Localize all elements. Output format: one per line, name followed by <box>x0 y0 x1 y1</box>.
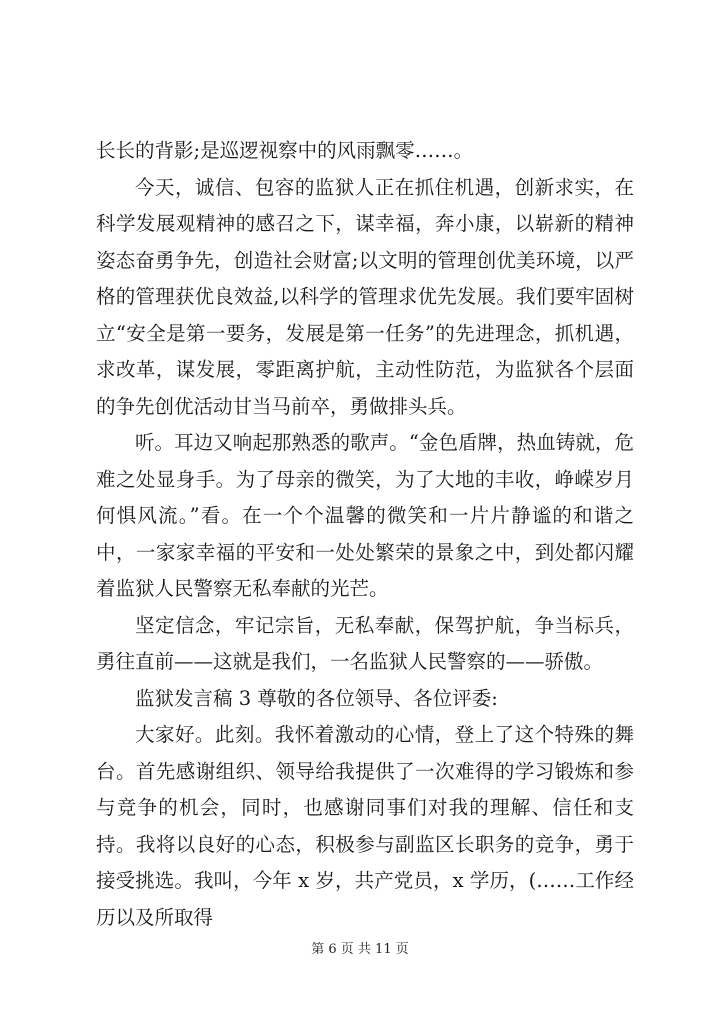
paragraph-5-heading: 监狱发言稿 3 尊敬的各位领导、各位评委: <box>135 686 498 710</box>
page-number-footer: 第 6 页 共 11 页 <box>311 942 409 957</box>
paragraph-3: 听。耳边又响起那熟悉的歌声。“金色盾牌，热血铸就，危难之处显身手。为了母亲的微笑，为了大地的丰收，峥嵘岁月何惧风流。”看。在一个个温馨的微笑和一片片静谧的和谐之中，一家家幸福的平安和一处处繁荣的景象之中，到处都闪耀着监狱人民警察无私奉献的光芒。 <box>96 431 634 600</box>
paragraph-6: 大家好。此刻。我怀着激动的心情，登上了这个特殊的舞台。首先感谢组织、领导给我提供了一次难得的学习锻炼和参与竞争的机会，同时，也感谢同事们对我的理解、信任和支持。我将以良好的心态，积极参与副监区长职务的竞争，勇于接受挑选。我叫，今年 x 岁，共产党员，x 学历，(……工作经历以及所取得 <box>96 723 634 929</box>
paragraph-1: 长长的背影;是巡逻视察中的风雨飘零……。 <box>96 139 474 162</box>
paragraph-4: 坚定信念，牢记宗旨，无私奉献，保驾护航，争当标兵，勇往直前——这就是我们，一名监狱人民警察的——骄傲。 <box>96 613 634 673</box>
document-body <box>96 133 634 936</box>
paragraph-2: 今天，诚信、包容的监狱人正在抓住机遇，创新求实，在科学发展观精神的感召之下，谋幸福，奔小康，以崭新的精神姿态奋勇争先，创造社会财富;以文明的管理创优美环境，以严格的管理获优良效益,以科学的管理求优先发展。我们要牢固树立“安全是第一要务，发展是第一任务”的先进理念，抓机遇，求改革，谋发展，零距离护航，主动性防范，为监狱各个层面的争先创优活动甘当马前卒，勇做排头兵。 <box>96 175 634 418</box>
